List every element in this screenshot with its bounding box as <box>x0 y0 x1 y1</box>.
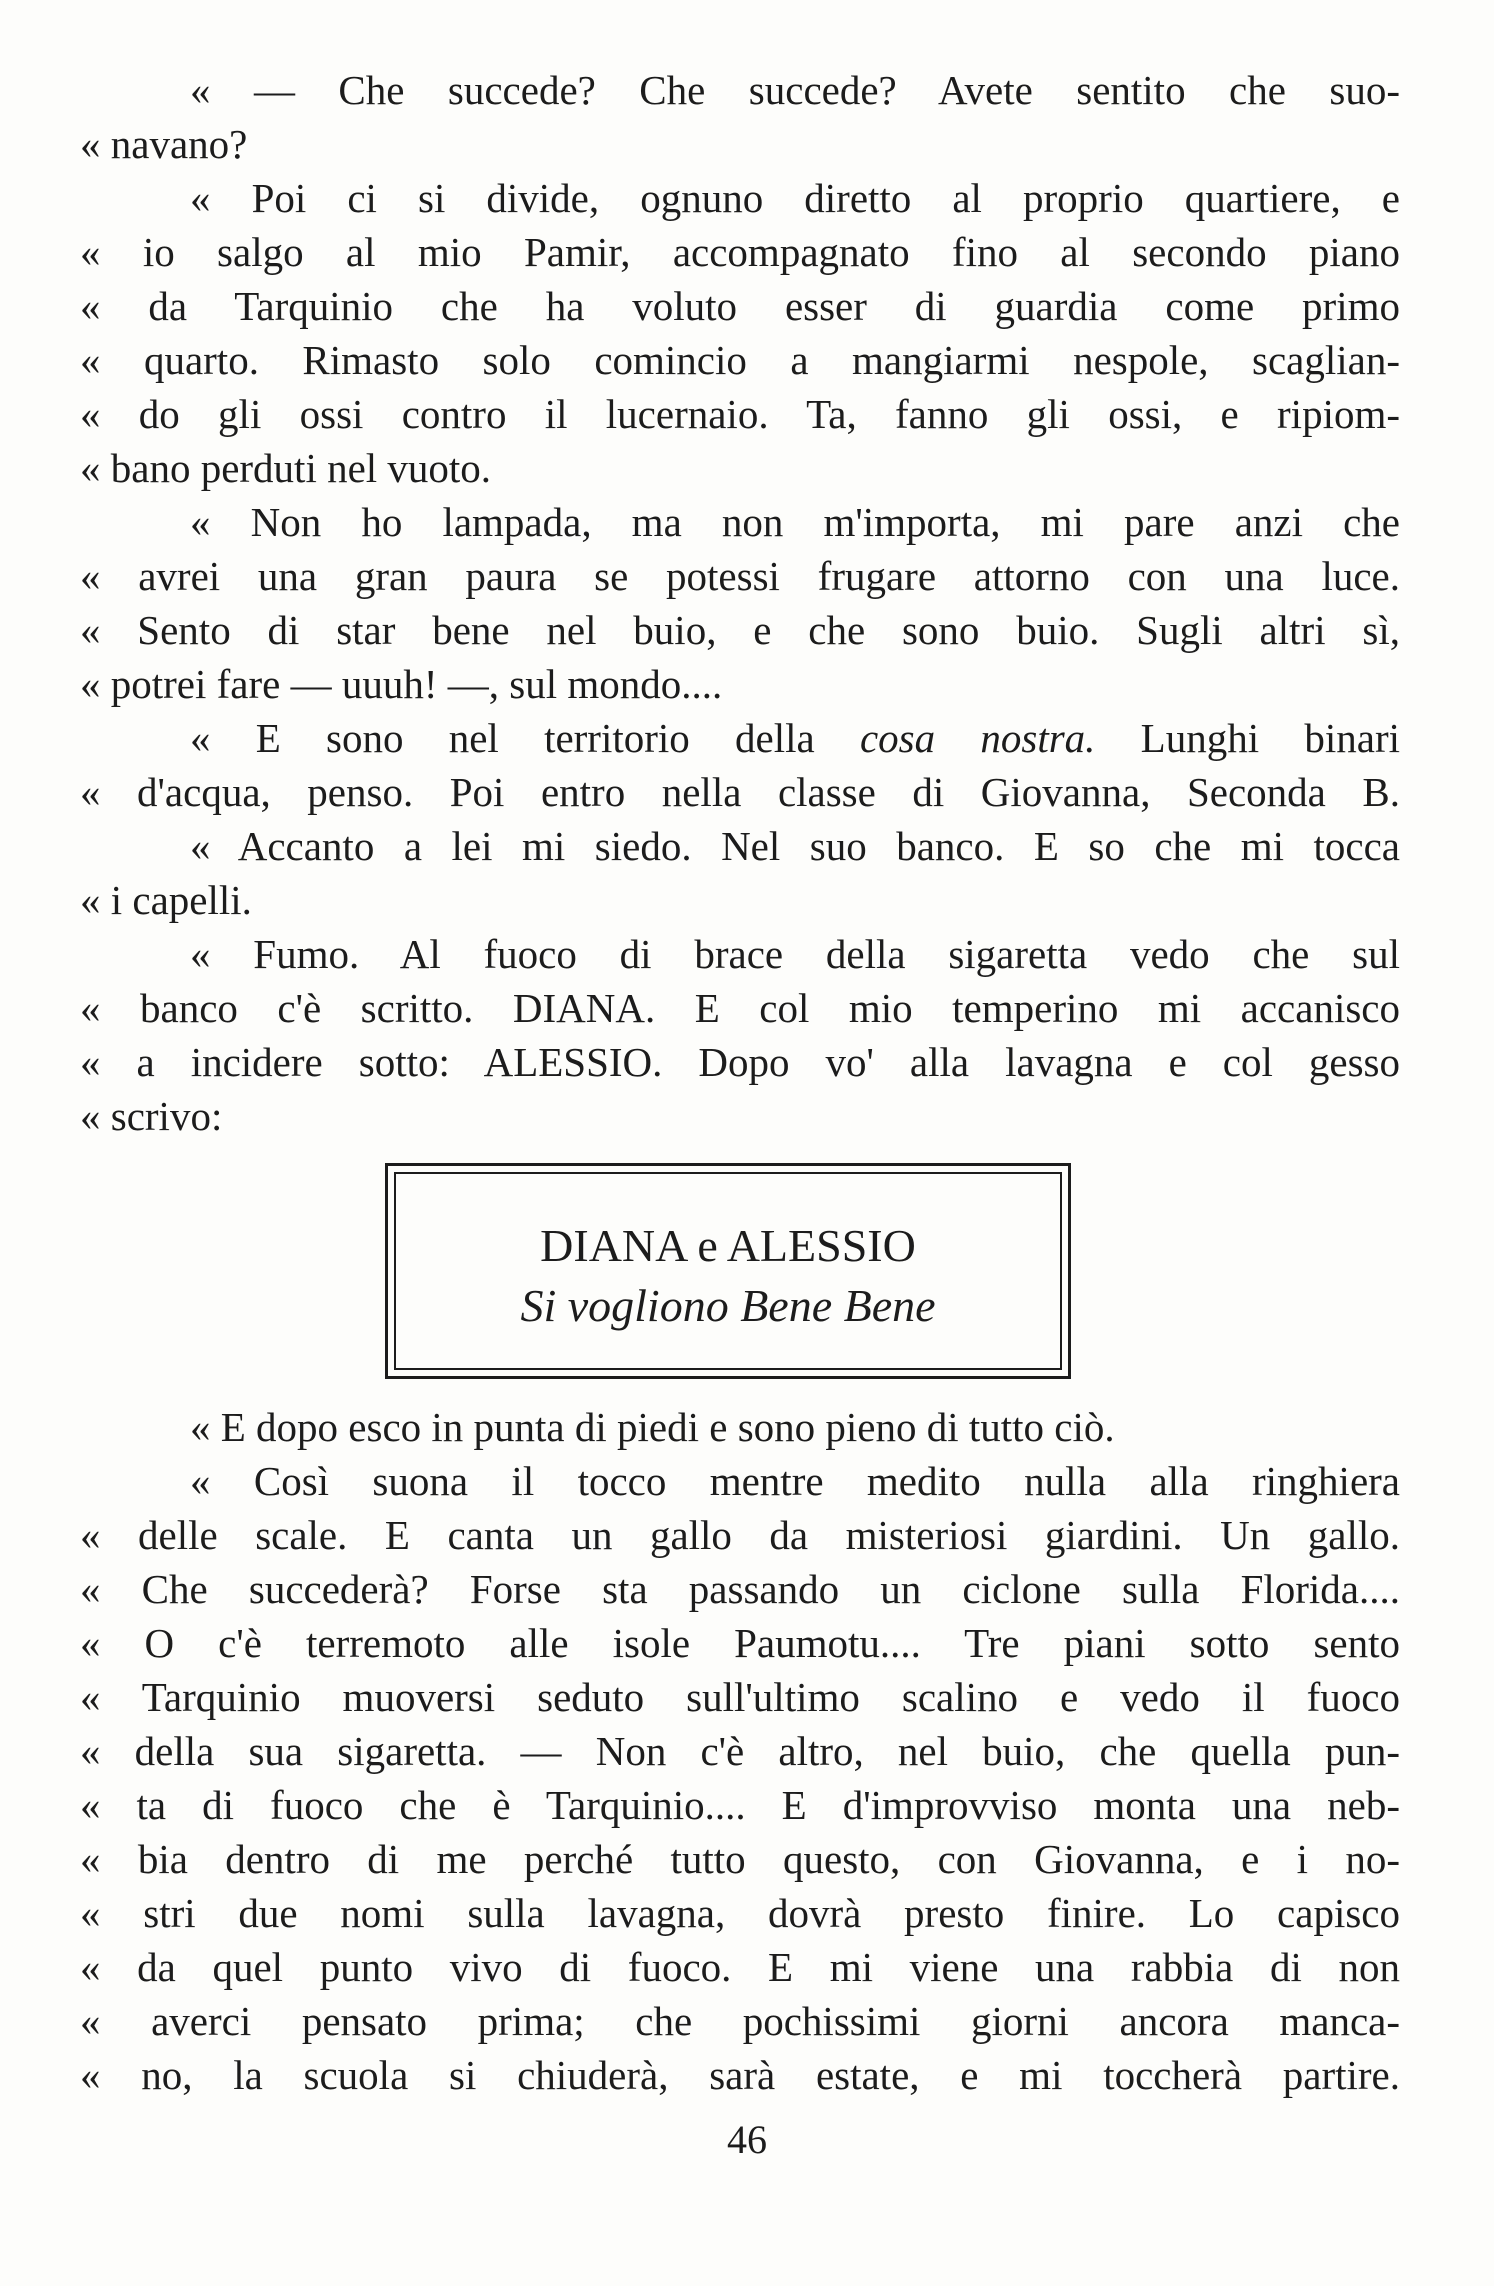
text-line: « avrei una gran paura se potessi frugare attorno con una luce. <box>80 553 1400 599</box>
text-block-bottom <box>80 1400 1400 2102</box>
text-line: « da Tarquinio che ha voluto esser di guardia come primo <box>80 283 1400 329</box>
blackboard-line-1: DIANA e ALESSIO <box>540 1220 916 1271</box>
text-line-mixed <box>80 711 1400 765</box>
text-line: « Così suona il tocco mentre medito nulla alla ringhiera <box>190 1458 1400 1504</box>
text-line: « io salgo al mio Pamir, accompagnato fino al secondo piano <box>80 229 1400 275</box>
text-line: « i capelli. <box>80 877 252 923</box>
text-line: « Che succederà? Forse sta passando un ciclone sulla Florida.... <box>80 1566 1400 1612</box>
text-line: « Poi ci si divide, ognuno diretto al proprio quartiere, e <box>190 175 1400 221</box>
text-line: « scrivo: <box>80 1093 223 1139</box>
text-line: « Accanto a lei mi siedo. Nel suo banco. E so che mi tocca <box>190 823 1400 869</box>
text-line: « do gli ossi contro il lucernaio. Ta, fanno gli ossi, e ripiom- <box>80 391 1400 437</box>
text-line: « bia dentro di me perché tutto questo, con Giovanna, e i no- <box>80 1836 1400 1882</box>
text-line: « Sento di star bene nel buio, e che sono buio. Sugli altri sì, <box>80 607 1400 653</box>
italic-phrase: cosa nostra. <box>859 715 1096 761</box>
blackboard-box <box>385 1163 1071 1379</box>
text-segment: Lunghi binari <box>1140 715 1400 761</box>
blackboard-line-2: Si vogliono Bene Bene <box>520 1280 936 1331</box>
text-line: « E dopo esco in punta di piedi e sono pieno di tutto ciò. <box>190 1404 1115 1450</box>
text-segment: « E sono nel territorio della <box>190 715 815 761</box>
text-line: « averci pensato prima; che pochissimi giorni ancora manca- <box>80 1998 1400 2044</box>
text-line: « navano? <box>80 121 248 167</box>
page-number: 46 <box>727 2117 767 2162</box>
text-line: « della sua sigaretta. — Non c'è altro, nel buio, che quella pun- <box>80 1728 1400 1774</box>
text-line: « da quel punto vivo di fuoco. E mi viene una rabbia di non <box>80 1944 1400 1990</box>
text-line: « ta di fuoco che è Tarquinio.... E d'improvviso monta una neb- <box>80 1782 1400 1828</box>
text-line: « banco c'è scritto. DIANA. E col mio temperino mi accanisco <box>80 985 1400 1031</box>
text-line: « Non ho lampada, ma non m'importa, mi pare anzi che <box>190 499 1400 545</box>
text-line: « Tarquinio muoversi seduto sull'ultimo scalino e vedo il fuoco <box>80 1674 1400 1720</box>
text-line: « d'acqua, penso. Poi entro nella classe di Giovanna, Seconda B. <box>80 769 1400 815</box>
text-line: « Fumo. Al fuoco di brace della sigaretta vedo che sul <box>190 931 1400 977</box>
text-line: « — Che succede? Che succede? Avete sentito che suo- <box>190 67 1400 113</box>
text-block-top <box>80 63 1400 1143</box>
text-line: « no, la scuola si chiuderà, sarà estate, e mi toccherà partire. <box>80 2052 1400 2098</box>
text-line: « potrei fare — uuuh! —, sul mondo.... <box>80 661 723 707</box>
text-line: « a incidere sotto: ALESSIO. Dopo vo' alla lavagna e col gesso <box>80 1039 1400 1085</box>
text-line: « O c'è terremoto alle isole Paumotu.... Tre piani sotto sento <box>80 1620 1400 1666</box>
text-line: « stri due nomi sulla lavagna, dovrà presto finire. Lo capisco <box>80 1890 1400 1936</box>
text-line: « delle scale. E canta un gallo da misteriosi giardini. Un gallo. <box>80 1512 1400 1558</box>
text-line: « bano perduti nel vuoto. <box>80 445 492 491</box>
text-line: « quarto. Rimasto solo comincio a mangiarmi nespole, scaglian- <box>80 337 1400 383</box>
